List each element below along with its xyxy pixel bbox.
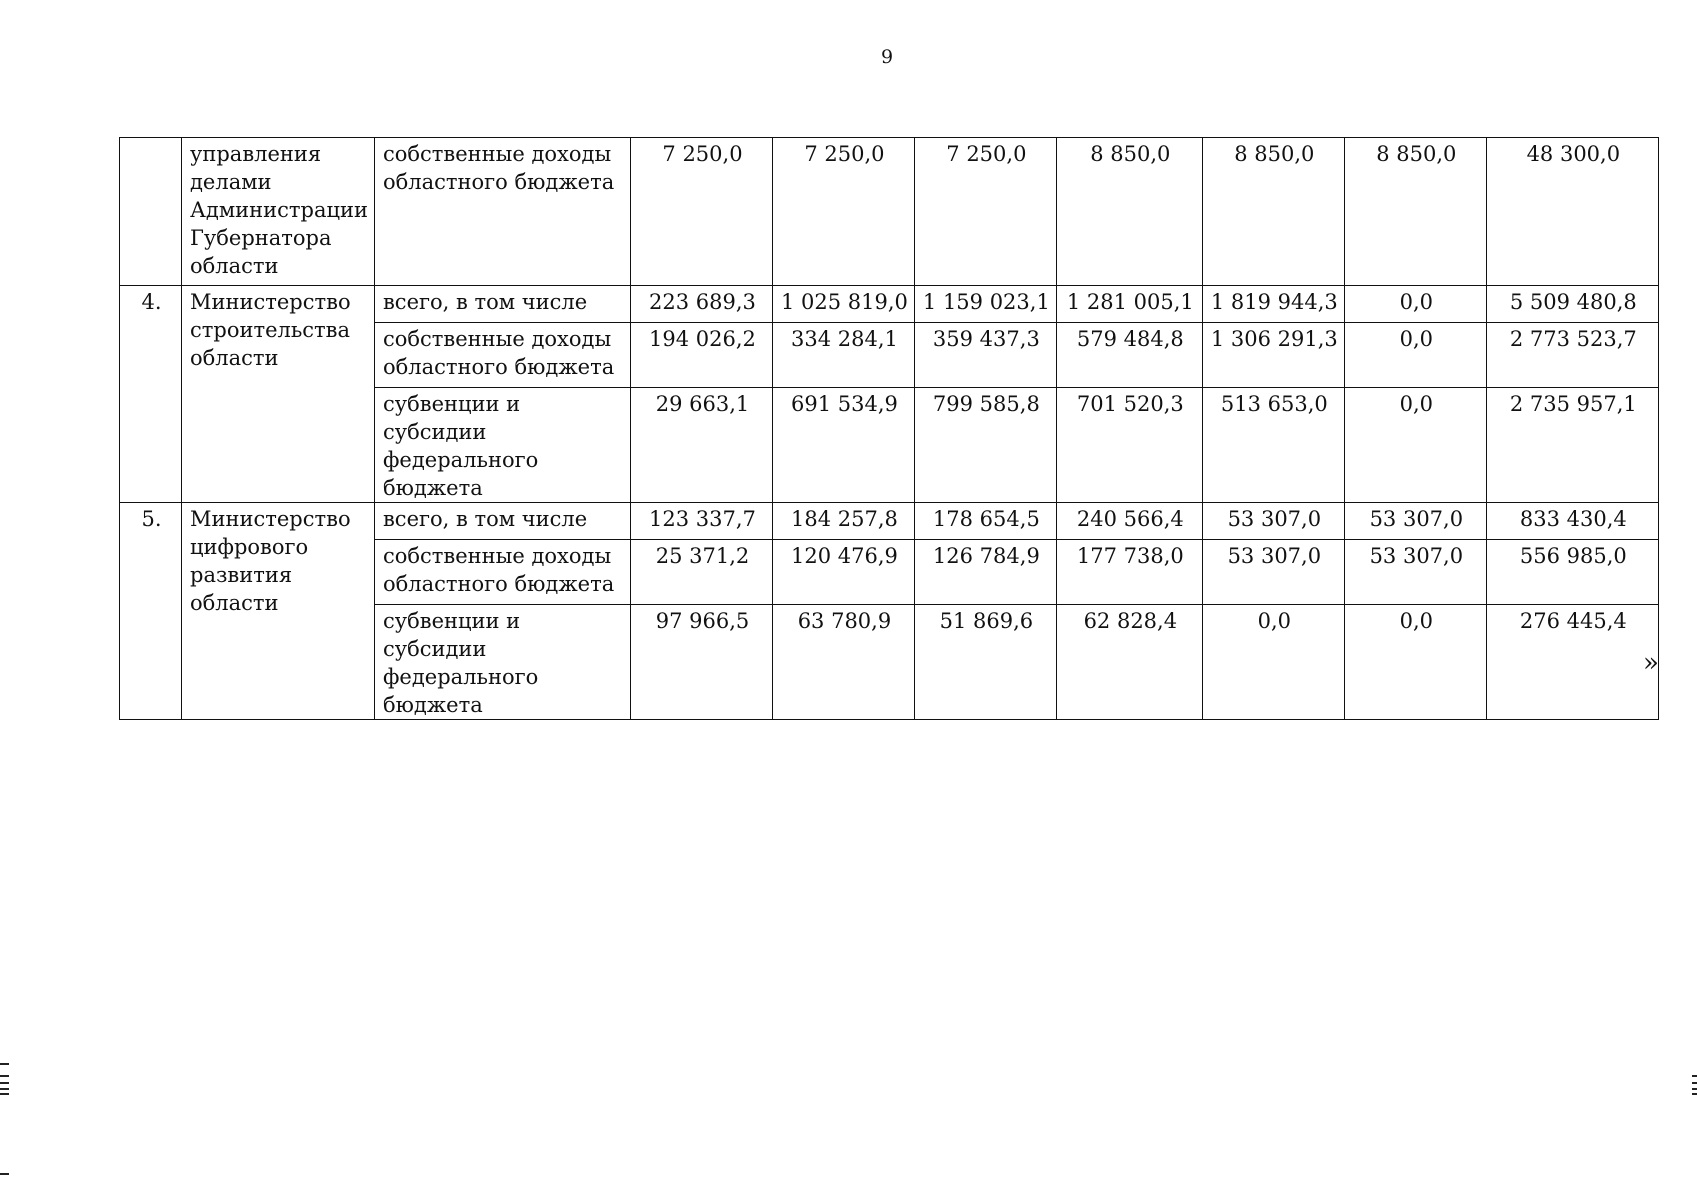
value-cell: 53 307,0	[1344, 540, 1486, 605]
value-cell: 8 850,0	[1344, 138, 1486, 286]
left-margin-mark	[0, 1082, 9, 1084]
value-cell: 7 250,0	[914, 138, 1056, 286]
value-cell: 1 025 819,0	[772, 286, 914, 323]
total-value-cell: 556 985,0	[1486, 540, 1658, 605]
left-margin-mark	[0, 1063, 9, 1065]
value-cell: 0,0	[1344, 323, 1486, 388]
total-value-cell: 276 445,4	[1486, 605, 1658, 720]
right-margin-mark	[1692, 1093, 1697, 1095]
value-cell: 223 689,3	[630, 286, 772, 323]
value-cell: 53 307,0	[1344, 503, 1486, 540]
value-cell: 25 371,2	[630, 540, 772, 605]
value-cell: 178 654,5	[914, 503, 1056, 540]
value-cell: 7 250,0	[772, 138, 914, 286]
value-cell: 513 653,0	[1202, 388, 1344, 503]
value-cell: 184 257,8	[772, 503, 914, 540]
total-value-cell: 48 300,0	[1486, 138, 1658, 286]
value-cell: 1 306 291,3	[1202, 323, 1344, 388]
value-cell: 1 819 944,3	[1202, 286, 1344, 323]
total-value-cell: 833 430,4	[1486, 503, 1658, 540]
funding-source-cell: субвенции и субсидии федерального бюджета	[374, 388, 630, 503]
table-row	[120, 286, 1659, 323]
funding-source-cell: собственные доходы областного бюджета	[374, 138, 630, 286]
funding-source-cell: всего, в том числе	[374, 503, 630, 540]
total-value-cell: 5 509 480,8	[1486, 286, 1658, 323]
value-cell: 53 307,0	[1202, 503, 1344, 540]
left-margin-mark	[0, 1093, 9, 1095]
table-row	[120, 138, 1659, 286]
funding-source-cell: собственные доходы областного бюджета	[374, 540, 630, 605]
left-margin-mark	[0, 1088, 9, 1090]
value-cell: 0,0	[1344, 605, 1486, 720]
value-cell: 579 484,8	[1056, 323, 1202, 388]
value-cell: 0,0	[1202, 605, 1344, 720]
total-value-cell: 2 773 523,7	[1486, 323, 1658, 388]
executor-name-cell: Министерство цифрового развития области	[182, 503, 375, 720]
value-cell: 62 828,4	[1056, 605, 1202, 720]
value-cell: 51 869,6	[914, 605, 1056, 720]
row-number-cell	[120, 138, 182, 286]
value-cell: 334 284,1	[772, 323, 914, 388]
value-cell: 359 437,3	[914, 323, 1056, 388]
row-number-cell: 4.	[120, 286, 182, 503]
right-margin-mark	[1692, 1088, 1697, 1090]
page-number: 9	[880, 46, 894, 68]
value-cell: 240 566,4	[1056, 503, 1202, 540]
value-cell: 53 307,0	[1202, 540, 1344, 605]
value-cell: 1 159 023,1	[914, 286, 1056, 323]
value-cell: 120 476,9	[772, 540, 914, 605]
table-row	[120, 503, 1659, 540]
funding-source-cell: всего, в том числе	[374, 286, 630, 323]
funding-source-cell: собственные доходы областного бюджета	[374, 323, 630, 388]
value-cell: 177 738,0	[1056, 540, 1202, 605]
value-cell: 126 784,9	[914, 540, 1056, 605]
value-cell: 8 850,0	[1202, 138, 1344, 286]
funding-source-cell: субвенции и субсидии федерального бюджета	[374, 605, 630, 720]
value-cell: 701 520,3	[1056, 388, 1202, 503]
left-margin-mark	[0, 1173, 9, 1175]
value-cell: 97 966,5	[630, 605, 772, 720]
value-cell: 799 585,8	[914, 388, 1056, 503]
value-cell: 7 250,0	[630, 138, 772, 286]
budget-table	[119, 137, 1659, 720]
value-cell: 0,0	[1344, 388, 1486, 503]
value-cell: 0,0	[1344, 286, 1486, 323]
value-cell: 8 850,0	[1056, 138, 1202, 286]
executor-name-cell: управления делами Администрации Губернатора области	[182, 138, 375, 286]
value-cell: 194 026,2	[630, 323, 772, 388]
value-cell: 1 281 005,1	[1056, 286, 1202, 323]
value-cell: 29 663,1	[630, 388, 772, 503]
right-margin-mark	[1692, 1075, 1697, 1077]
closing-quote-mark: »	[1643, 648, 1659, 678]
value-cell: 691 534,9	[772, 388, 914, 503]
right-margin-mark	[1692, 1082, 1697, 1084]
executor-name-cell: Министерство строительства области	[182, 286, 375, 503]
left-margin-mark	[0, 1075, 9, 1077]
value-cell: 123 337,7	[630, 503, 772, 540]
value-cell: 63 780,9	[772, 605, 914, 720]
row-number-cell: 5.	[120, 503, 182, 720]
total-value-cell: 2 735 957,1	[1486, 388, 1658, 503]
